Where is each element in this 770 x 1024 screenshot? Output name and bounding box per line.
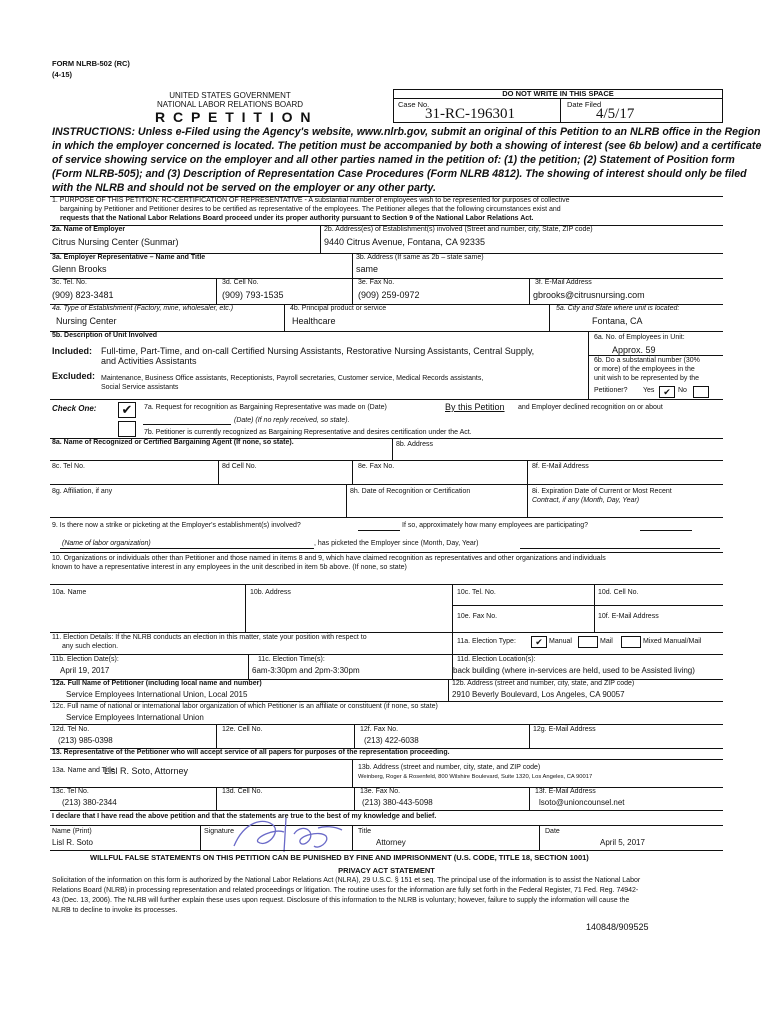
signature-label: Signature — [204, 828, 234, 835]
rep-name-label: 13a. Name and Title — [52, 767, 115, 774]
employer-rep-label: 3a. Employer Representative – Name and Title — [52, 254, 206, 261]
election-details-label-cont: any such election. — [62, 643, 119, 650]
employer-rep-address-value: same — [356, 264, 379, 274]
substantial-label: 6b. Do a substantial number (30% — [594, 357, 700, 364]
rep-tel-label: 13c. Tel No. — [52, 788, 89, 795]
petitioner-address-label: 12b. Address (street and number, city, state, and ZIP code) — [452, 680, 635, 687]
recognition-date-label: 8h. Date of Recognition or Certification — [350, 488, 471, 495]
page-title: R C P E T I T I O N — [155, 109, 313, 125]
rep-fax-label: 13e. Fax No. — [360, 788, 401, 795]
election-details-label: 11. Election Details: If the NLRB conducts an election in this matter, state your position with respect to — [52, 634, 367, 641]
rep-address-value: Weinberg, Roger & Rosenfeld, 800 Wilshire Boulevard, Suite 1320, Los Angeles, CA 90017 — [358, 774, 593, 780]
picketing-org-label: (Name of labor organization) — [62, 540, 151, 547]
establishment-type-value: Nursing Center — [56, 316, 117, 326]
check-7a-date: By this Petition — [445, 402, 505, 412]
election-dates-value: April 19, 2017 — [60, 666, 110, 675]
employer-rep-address-label: 3b. Address (If same as 2b – state same) — [356, 254, 484, 261]
privacy-title: PRIVACY ACT STATEMENT — [338, 866, 435, 875]
included-label: Included: — [52, 346, 92, 356]
employer-fax-label: 3e. Fax No. — [358, 279, 395, 286]
agent-email-label: 8f. E-Mail Address — [532, 463, 589, 470]
privacy-line: NLRB to decline to invoke its processes. — [52, 907, 178, 914]
election-times-label: 11c. Election Time(s): — [258, 656, 325, 663]
petitioner-email-label: 12g. E-Mail Address — [533, 726, 596, 733]
agent-address-label: 8b. Address — [396, 441, 433, 448]
instructions-line: in which the employer concerned is located. The petition must be accompanied by both a showing of interest (see 6b below) and a certificate — [52, 140, 762, 152]
declarant-title-label: Title — [358, 828, 371, 835]
substantial-label: or more) of the employees in the — [594, 366, 695, 373]
no-label: No — [678, 387, 687, 394]
rep-fax-value: (213) 380-443-5098 — [362, 798, 433, 807]
strike-question: 9. Is there now a strike or picketing at the Employer's establishment(s) involved? — [52, 522, 301, 529]
check-7a-text-2: and Employer declined recognition on or about — [518, 404, 663, 411]
petitioner-address-value: 2910 Beverly Boulevard, Los Angeles, CA 90057 — [452, 690, 625, 699]
agent-cell-label: 8d Cell No. — [222, 463, 257, 470]
rep-name-value: Lisl R. Soto, Attorney — [104, 766, 189, 776]
excluded-value: Maintenance, Business Office assistants, Receptionists, Payroll secretaries, Customer service, Medical Records assistants, — [101, 375, 484, 382]
product-label: 4b. Principal product or service — [290, 305, 387, 312]
declarant-title-value: Attorney — [376, 838, 406, 847]
unit-count-label: 6a. No. of Employees in Unit: — [594, 334, 685, 341]
rep-email-value: lsoto@unioncounsel.net — [539, 798, 625, 807]
board-heading: NATIONAL LABOR RELATIONS BOARD — [156, 100, 304, 109]
case-no-value: 31-RC-196301 — [425, 106, 515, 122]
agent-name-label: 8a. Name of Recognized or Certified Bargaining Agent (If none, so state). — [52, 439, 294, 446]
unit-count-value: Approx. 59 — [612, 345, 656, 355]
included-value-cont: and Activities Assistants — [101, 356, 197, 366]
strike-question-2: If so, approximately how many employees are participating? — [402, 522, 588, 529]
substantial-label: unit wish to be represented by the — [594, 375, 700, 382]
case-no-label: Case No. — [398, 100, 430, 109]
org-fax-label: 10e. Fax No. — [457, 613, 498, 620]
election-dates-label: 11b. Election Date(s): — [52, 656, 119, 663]
purpose-line: bargaining by Petitioner and Petitioner desires to be certified as representative of the employees. The Petitioner alleges that the following circumstances exist and — [60, 206, 561, 213]
election-mixed-label: Mixed Manual/Mail — [643, 638, 702, 645]
privacy-line: 43 (Dec. 13, 2006). The NLRB will further explain these uses upon request. Disclosure of this information to the NLRB is voluntary; however, failure to supply the information will cause the — [52, 897, 630, 904]
declaration-date-value: April 5, 2017 — [600, 838, 645, 847]
excluded-value-cont: Social Service assistants — [101, 384, 179, 391]
employer-email-label: 3f. E-Mail Address — [535, 279, 592, 286]
election-type-label: 11a. Election Type: — [457, 638, 516, 645]
establishment-type-label: 4a. Type of Establishment (Factory, mine, wholesaler, etc.) — [52, 305, 234, 312]
petitioner-name-label: 12a. Full Name of Petitioner (including local name and number) — [52, 680, 262, 687]
election-mail-label: Mail — [600, 638, 613, 645]
agent-affiliation-label: 8g. Affiliation, if any — [52, 488, 113, 495]
election-location-value: back building (where in-services are held, used to be Assisted living) — [453, 666, 695, 675]
org-name-label: 10a. Name — [52, 589, 87, 596]
employer-cell-label: 3d. Cell No. — [222, 279, 259, 286]
privacy-line: Relations Board (NLRB) in processing representation and related proceedings or litigation. The routine uses for the information are fully set forth in the Federal Register, 71 Fed. Reg. 74942- — [52, 887, 639, 894]
employer-address-value: 9440 Citrus Avenue, Fontana, CA 92335 — [324, 237, 485, 247]
purpose-line: requests that the National Labor Relations Board proceed under its proper authority pursuant to Section 9 of the National Labor Relations Act. — [60, 215, 534, 222]
product-value: Healthcare — [292, 316, 336, 326]
election-manual-label: Manual — [549, 638, 572, 645]
instructions-line: INSTRUCTIONS: Unless e-Filed using the Agency's website, www.nlrb.gov, submit an original of this Petition to an NLRB office in the Region — [52, 126, 761, 138]
privacy-line: Solicitation of the information on this form is authorized by the National Labor Relations Act (NLRA), 29 U.S.C. § 151 et seq. The principal use of the information is to assist the National Labor — [52, 877, 641, 884]
gov-heading: UNITED STATES GOVERNMENT — [169, 91, 291, 100]
election-manual-checkbox[interactable]: ✔ — [531, 636, 547, 648]
orgs-text: known to have a representative interest in any employees in the unit described in item 5b above. (If none, so state) — [52, 564, 407, 571]
form-id: FORM NLRB-502 (RC) — [52, 59, 130, 68]
representative-heading: 13. Representative of the Petitioner who will accept service of all papers for purposes of the representation proceeding. — [52, 749, 450, 756]
declarant-name-value: Lisl R. Soto — [52, 838, 93, 847]
org-tel-label: 10c. Tel. No. — [457, 589, 496, 596]
check-7b-text: 7b. Petitioner is currently recognized as Bargaining Representative and desires certification under the Act. — [144, 429, 472, 436]
org-email-label: 10f. E-Mail Address — [598, 613, 659, 620]
employer-tel-label: 3c. Tel. No. — [52, 279, 87, 286]
instructions-line: (Form NLRB-505); and (3) Description of Representation Case Procedures (Form NLRB 4812). The showing of interest should only be filed — [52, 168, 747, 180]
rep-address-label: 13b. Address (street and number, city, state, and ZIP code) — [358, 764, 541, 771]
orgs-text: 10. Organizations or individuals other than Petitioner and those named in items 8 and 9, which have claimed recognition as representatives and other organizations and individuals — [52, 555, 606, 562]
unit-description-label: 5b. Description of Unit Involved — [52, 332, 158, 339]
declaration-date-label: Date — [545, 828, 560, 835]
agent-fax-label: 8e. Fax No. — [358, 463, 395, 470]
substantial-label: Petitioner? — [594, 387, 628, 394]
contract-expiration-label: 8i. Expiration Date of Current or Most Recent — [532, 488, 672, 495]
no-checkbox[interactable] — [693, 386, 709, 398]
petitioner-fax-value: (213) 422-6038 — [364, 736, 419, 745]
included-value: Full-time, Part-Time, and on-call Certified Nursing Assistants, Restorative Nursing Assistants, Central Supply, — [101, 346, 535, 356]
picketing-since-label: , has picketed the Employer since (Month, Day, Year) — [314, 540, 479, 547]
false-statement-warning: WILLFUL FALSE STATEMENTS ON THIS PETITION CAN BE PUNISHED BY FINE AND IMPRISONMENT (U.S. CODE, TITLE 18, SECTION 1001) — [90, 853, 589, 862]
check-7a-text: 7a. Request for recognition as Bargaining Representative was made on (Date) — [144, 404, 387, 411]
employer-email-value: gbrooks@citrusnursing.com — [533, 290, 645, 300]
org-address-label: 10b. Address — [250, 589, 291, 596]
instructions-line: with the NLRB and should not be served on the employer or any other party. — [52, 182, 436, 194]
employer-tel-value: (909) 823-3481 — [52, 290, 114, 300]
petitioner-tel-label: 12d. Tel No. — [52, 726, 90, 733]
election-times-value: 6am-3:30pm and 2pm-3:30pm — [252, 666, 360, 675]
petitioner-cell-label: 12e. Cell No. — [222, 726, 263, 733]
agent-tel-label: 8c. Tel No. — [52, 463, 85, 470]
election-mixed-checkbox[interactable] — [621, 636, 641, 648]
check-7b-box[interactable] — [118, 421, 136, 437]
petitioner-tel-value: (213) 985-0398 — [58, 736, 113, 745]
excluded-label: Excluded: — [52, 371, 96, 381]
unit-city-label: 5a. City and State where unit is located: — [556, 305, 680, 312]
election-mail-checkbox[interactable] — [578, 636, 598, 648]
yes-label: Yes — [643, 387, 655, 394]
check-7a-text-3: (Date) (If no reply received, so state). — [234, 417, 350, 424]
petitioner-name-value: Service Employees International Union, Local 2015 — [66, 690, 248, 699]
parent-org-label: 12c. Full name of national or international labor organization of which Petitioner is an affiliate or constituent (if none, so state) — [52, 703, 438, 710]
check-7a-box[interactable]: ✔ — [118, 402, 136, 418]
employer-address-label: 2b. Address(es) of Establishment(s) involved (Street and number, city, State, ZIP code) — [324, 226, 593, 233]
employer-name-label: 2a. Name of Employer — [52, 226, 126, 233]
yes-checkbox[interactable]: ✔ — [659, 386, 675, 398]
election-location-label: 11d. Election Location(s): — [457, 656, 536, 663]
purpose-line: 1. PURPOSE OF THIS PETITION: RC-CERTIFICATION OF REPRESENTATIVE - A substantial number of employees wish to be represented for purposes of collective — [52, 197, 570, 204]
petitioner-fax-label: 12f. Fax No. — [360, 726, 399, 733]
instructions-line: of service showing service on the employer and all other parties named in the petition of: (1) the petition; (2) Statement of Position form — [52, 154, 735, 166]
employer-name-value: Citrus Nursing Center (Sunmar) — [52, 237, 179, 247]
declarant-name-label: Name (Print) — [52, 828, 92, 835]
declaration-text: I declare that I have read the above petition and that the statements are true to the best of my knowledge and belief. — [52, 813, 437, 820]
org-cell-label: 10d. Cell No. — [598, 589, 639, 596]
parent-org-value: Service Employees International Union — [66, 713, 204, 722]
employer-rep-value: Glenn Brooks — [52, 264, 107, 274]
rep-tel-value: (213) 380-2344 — [62, 798, 117, 807]
check-one-label: Check One: — [52, 404, 97, 413]
rep-email-label: 13f. E-Mail Address — [535, 788, 596, 795]
do-not-write-label: DO NOT WRITE IN THIS SPACE — [502, 89, 614, 98]
form-revision: (4-15) — [52, 70, 73, 79]
contract-expiration-label: Contract, if any (Month, Day, Year) — [532, 497, 640, 504]
rep-cell-label: 13d. Cell No. — [222, 788, 263, 795]
unit-city-value: Fontana, CA — [592, 316, 643, 326]
date-filed-label: Date Filed — [567, 100, 602, 109]
employer-cell-value: (909) 793-1535 — [222, 290, 284, 300]
date-filed-value: 4/5/17 — [596, 106, 635, 122]
employer-fax-value: (909) 259-0972 — [358, 290, 420, 300]
document-number: 140848/909525 — [586, 922, 649, 932]
